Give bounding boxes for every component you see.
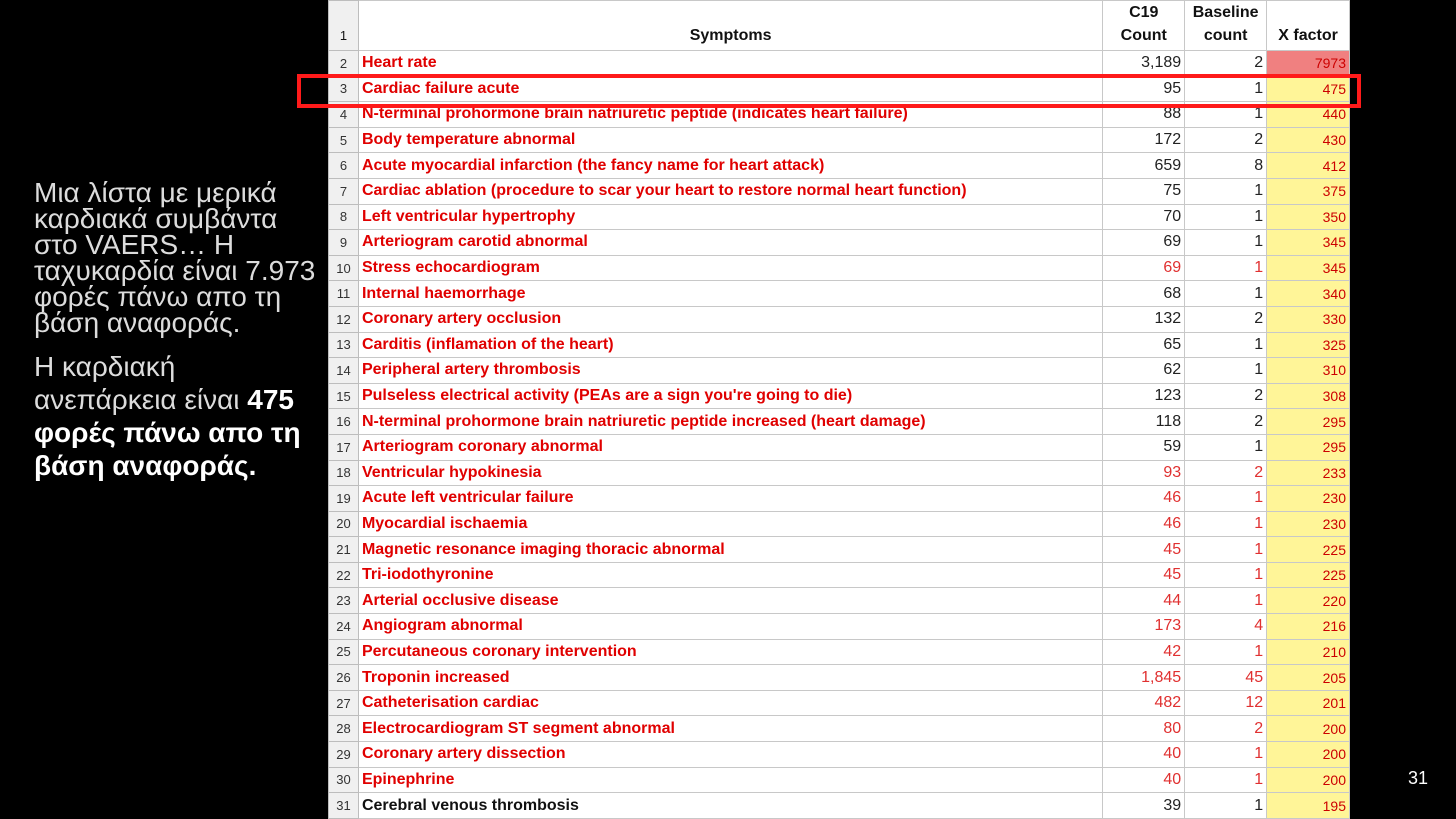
c19-count-cell[interactable]: 75 bbox=[1103, 178, 1185, 204]
row-number[interactable]: 2 bbox=[329, 51, 359, 77]
c19-count-cell[interactable]: 45 bbox=[1103, 537, 1185, 563]
symptom-cell[interactable]: Arteriogram carotid abnormal bbox=[358, 230, 1102, 256]
table-row bbox=[329, 511, 1350, 537]
symptom-cell[interactable]: Catheterisation cardiac bbox=[358, 690, 1102, 716]
c19-count-cell[interactable]: 65 bbox=[1103, 332, 1185, 358]
header-c19-count[interactable]: C19 Count bbox=[1103, 1, 1185, 51]
row-number[interactable]: 9 bbox=[329, 230, 359, 256]
row-number[interactable]: 18 bbox=[329, 460, 359, 486]
x-factor-cell[interactable]: 412 bbox=[1267, 153, 1350, 179]
table-row bbox=[329, 614, 1350, 640]
x-factor-cell[interactable]: 201 bbox=[1267, 690, 1350, 716]
symptom-cell[interactable]: Angiogram abnormal bbox=[358, 614, 1102, 640]
baseline-count-cell[interactable]: 1 bbox=[1185, 767, 1267, 793]
table-row bbox=[329, 639, 1350, 665]
baseline-count-cell[interactable]: 1 bbox=[1185, 102, 1267, 128]
c19-count-cell[interactable]: 3,189 bbox=[1103, 51, 1185, 77]
baseline-count-cell[interactable]: 45 bbox=[1185, 665, 1267, 691]
paragraph-1: Μια λίστα με μερικά καρδιακά συμβάντα στο VAERS… Η ταχυκαρδία είναι 7.973 φορές πάνω απο τη βάση αναφοράς. bbox=[34, 177, 316, 338]
row-number[interactable]: 30 bbox=[329, 767, 359, 793]
symptom-cell[interactable]: Internal haemorrhage bbox=[358, 281, 1102, 307]
baseline-count-cell[interactable]: 2 bbox=[1185, 383, 1267, 409]
c19-count-cell[interactable]: 68 bbox=[1103, 281, 1185, 307]
c19-count-cell[interactable]: 40 bbox=[1103, 767, 1185, 793]
row-number[interactable]: 29 bbox=[329, 742, 359, 768]
symptom-cell[interactable]: Percutaneous coronary intervention bbox=[358, 639, 1102, 665]
c19-count-cell[interactable]: 172 bbox=[1103, 127, 1185, 153]
table-row bbox=[329, 767, 1350, 793]
baseline-count-cell[interactable]: 1 bbox=[1185, 793, 1267, 819]
page-number: 31 bbox=[1408, 768, 1429, 788]
baseline-count-cell[interactable]: 2 bbox=[1185, 51, 1267, 77]
symptom-cell[interactable]: Carditis (inflamation of the heart) bbox=[358, 332, 1102, 358]
row-number[interactable]: 12 bbox=[329, 306, 359, 332]
header-row bbox=[329, 1, 1350, 51]
x-factor-cell[interactable]: 310 bbox=[1267, 358, 1350, 384]
symptom-cell[interactable]: Magnetic resonance imaging thoracic abnormal bbox=[358, 537, 1102, 563]
x-factor-cell[interactable]: 345 bbox=[1267, 230, 1350, 256]
row-number[interactable]: 7 bbox=[329, 178, 359, 204]
row-number[interactable]: 6 bbox=[329, 153, 359, 179]
spreadsheet bbox=[328, 0, 1350, 819]
table-row bbox=[329, 51, 1350, 77]
c19-count-cell[interactable]: 44 bbox=[1103, 588, 1185, 614]
row-number[interactable]: 17 bbox=[329, 434, 359, 460]
row-number[interactable]: 19 bbox=[329, 486, 359, 512]
c19-count-cell[interactable]: 88 bbox=[1103, 102, 1185, 128]
x-factor-cell[interactable]: 340 bbox=[1267, 281, 1350, 307]
symptom-cell[interactable]: Heart rate bbox=[358, 51, 1102, 77]
table-row bbox=[329, 562, 1350, 588]
symptom-cell[interactable]: Peripheral artery thrombosis bbox=[358, 358, 1102, 384]
table-row bbox=[329, 255, 1350, 281]
c19-count-cell[interactable]: 659 bbox=[1103, 153, 1185, 179]
c19-count-cell[interactable]: 173 bbox=[1103, 614, 1185, 640]
row-number[interactable]: 3 bbox=[329, 76, 359, 102]
table-row bbox=[329, 358, 1350, 384]
baseline-count-cell[interactable]: 8 bbox=[1185, 153, 1267, 179]
row-number[interactable]: 4 bbox=[329, 102, 359, 128]
baseline-count-cell[interactable]: 1 bbox=[1185, 281, 1267, 307]
baseline-count-cell[interactable]: 2 bbox=[1185, 127, 1267, 153]
baseline-count-cell[interactable]: 1 bbox=[1185, 639, 1267, 665]
x-factor-cell[interactable]: 350 bbox=[1267, 204, 1350, 230]
table-row bbox=[329, 409, 1350, 435]
x-factor-cell[interactable]: 375 bbox=[1267, 178, 1350, 204]
symptom-cell[interactable]: N-terminal prohormone brain natriuretic peptide increased (heart damage) bbox=[358, 409, 1102, 435]
symptom-cell[interactable]: Stress echocardiogram bbox=[358, 255, 1102, 281]
x-factor-cell[interactable]: 325 bbox=[1267, 332, 1350, 358]
row-number[interactable]: 1 bbox=[329, 1, 359, 51]
row-number[interactable]: 14 bbox=[329, 358, 359, 384]
baseline-count-cell[interactable]: 1 bbox=[1185, 358, 1267, 384]
row-number[interactable]: 25 bbox=[329, 639, 359, 665]
x-factor-cell[interactable]: 195 bbox=[1267, 793, 1350, 819]
x-factor-cell[interactable]: 230 bbox=[1267, 486, 1350, 512]
symptoms-table bbox=[328, 0, 1350, 819]
symptom-cell[interactable]: Arterial occlusive disease bbox=[358, 588, 1102, 614]
row-number[interactable]: 20 bbox=[329, 511, 359, 537]
c19-count-cell[interactable]: 1,845 bbox=[1103, 665, 1185, 691]
row-number[interactable]: 10 bbox=[329, 255, 359, 281]
baseline-count-cell[interactable]: 1 bbox=[1185, 511, 1267, 537]
baseline-count-cell[interactable]: 1 bbox=[1185, 178, 1267, 204]
row-number[interactable]: 24 bbox=[329, 614, 359, 640]
c19-count-cell[interactable]: 69 bbox=[1103, 255, 1185, 281]
row-number[interactable]: 26 bbox=[329, 665, 359, 691]
x-factor-cell[interactable]: 210 bbox=[1267, 639, 1350, 665]
paragraph-2-normal: Η καρδιακή ανεπάρκεια είναι bbox=[34, 351, 240, 415]
table-row bbox=[329, 460, 1350, 486]
baseline-count-cell[interactable]: 1 bbox=[1185, 486, 1267, 512]
baseline-count-cell[interactable]: 2 bbox=[1185, 409, 1267, 435]
x-factor-cell[interactable]: 225 bbox=[1267, 562, 1350, 588]
symptom-cell[interactable]: Coronary artery occlusion bbox=[358, 306, 1102, 332]
c19-count-cell[interactable]: 95 bbox=[1103, 76, 1185, 102]
symptom-cell[interactable]: Coronary artery dissection bbox=[358, 742, 1102, 768]
row-number[interactable]: 8 bbox=[329, 204, 359, 230]
symptom-cell[interactable]: N-terminal prohormone brain natriuretic peptide (indicates heart failure) bbox=[358, 102, 1102, 128]
symptom-cell[interactable]: Cerebral venous thrombosis bbox=[358, 793, 1102, 819]
slide-text bbox=[34, 177, 324, 482]
x-factor-cell[interactable]: 475 bbox=[1267, 76, 1350, 102]
table-row bbox=[329, 281, 1350, 307]
baseline-count-cell[interactable]: 1 bbox=[1185, 255, 1267, 281]
symptom-cell[interactable]: Cardiac failure acute bbox=[358, 76, 1102, 102]
c19-count-cell[interactable]: 39 bbox=[1103, 793, 1185, 819]
x-factor-cell[interactable]: 7973 bbox=[1267, 51, 1350, 77]
table-row bbox=[329, 716, 1350, 742]
table-row bbox=[329, 742, 1350, 768]
c19-count-cell[interactable]: 482 bbox=[1103, 690, 1185, 716]
baseline-count-cell[interactable]: 1 bbox=[1185, 76, 1267, 102]
c19-count-cell[interactable]: 132 bbox=[1103, 306, 1185, 332]
table-row bbox=[329, 332, 1350, 358]
symptom-cell[interactable]: Body temperature abnormal bbox=[358, 127, 1102, 153]
x-factor-cell[interactable]: 220 bbox=[1267, 588, 1350, 614]
symptom-cell[interactable]: Myocardial ischaemia bbox=[358, 511, 1102, 537]
x-factor-cell[interactable]: 295 bbox=[1267, 434, 1350, 460]
c19-count-cell[interactable]: 42 bbox=[1103, 639, 1185, 665]
paragraph-2-bold: 475 φορές πάνω απο τη βάση αναφοράς. bbox=[34, 384, 301, 481]
table-row bbox=[329, 383, 1350, 409]
symptom-cell[interactable]: Epinephrine bbox=[358, 767, 1102, 793]
c19-count-cell[interactable]: 93 bbox=[1103, 460, 1185, 486]
baseline-count-cell[interactable]: 4 bbox=[1185, 614, 1267, 640]
c19-count-cell[interactable]: 59 bbox=[1103, 434, 1185, 460]
header-baseline-count[interactable]: Baseline count bbox=[1185, 1, 1267, 51]
c19-count-cell[interactable]: 80 bbox=[1103, 716, 1185, 742]
x-factor-cell[interactable]: 440 bbox=[1267, 102, 1350, 128]
header-symptoms[interactable]: Symptoms bbox=[358, 1, 1102, 51]
baseline-count-cell[interactable]: 1 bbox=[1185, 537, 1267, 563]
row-number[interactable]: 22 bbox=[329, 562, 359, 588]
x-factor-cell[interactable]: 230 bbox=[1267, 511, 1350, 537]
header-x-factor[interactable]: X factor bbox=[1267, 1, 1350, 51]
x-factor-cell[interactable]: 330 bbox=[1267, 306, 1350, 332]
baseline-count-cell[interactable]: 12 bbox=[1185, 690, 1267, 716]
x-factor-cell[interactable]: 430 bbox=[1267, 127, 1350, 153]
row-number[interactable]: 16 bbox=[329, 409, 359, 435]
table-row bbox=[329, 588, 1350, 614]
row-number[interactable]: 13 bbox=[329, 332, 359, 358]
row-number[interactable]: 21 bbox=[329, 537, 359, 563]
symptom-cell[interactable]: Tri-iodothyronine bbox=[358, 562, 1102, 588]
c19-count-cell[interactable]: 45 bbox=[1103, 562, 1185, 588]
row-number[interactable]: 11 bbox=[329, 281, 359, 307]
table-row bbox=[329, 486, 1350, 512]
x-factor-cell[interactable]: 225 bbox=[1267, 537, 1350, 563]
baseline-count-cell[interactable]: 1 bbox=[1185, 204, 1267, 230]
table-row bbox=[329, 204, 1350, 230]
x-factor-cell[interactable]: 200 bbox=[1267, 742, 1350, 768]
x-factor-cell[interactable]: 216 bbox=[1267, 614, 1350, 640]
baseline-count-cell[interactable]: 1 bbox=[1185, 742, 1267, 768]
c19-count-cell[interactable]: 40 bbox=[1103, 742, 1185, 768]
row-number[interactable]: 5 bbox=[329, 127, 359, 153]
highlight-box bbox=[297, 74, 1361, 108]
symptom-cell[interactable]: Electrocardiogram ST segment abnormal bbox=[358, 716, 1102, 742]
symptom-cell[interactable]: Cardiac ablation (procedure to scar your heart to restore normal heart function) bbox=[358, 178, 1102, 204]
x-factor-cell[interactable]: 308 bbox=[1267, 383, 1350, 409]
table-row bbox=[329, 793, 1350, 819]
baseline-count-cell[interactable]: 1 bbox=[1185, 434, 1267, 460]
symptom-cell[interactable]: Arteriogram coronary abnormal bbox=[358, 434, 1102, 460]
baseline-count-cell[interactable]: 1 bbox=[1185, 332, 1267, 358]
c19-count-cell[interactable]: 118 bbox=[1103, 409, 1185, 435]
x-factor-cell[interactable]: 345 bbox=[1267, 255, 1350, 281]
x-factor-cell[interactable]: 200 bbox=[1267, 767, 1350, 793]
c19-count-cell[interactable]: 69 bbox=[1103, 230, 1185, 256]
table-row bbox=[329, 434, 1350, 460]
symptom-cell[interactable]: Troponin increased bbox=[358, 665, 1102, 691]
x-factor-cell[interactable]: 295 bbox=[1267, 409, 1350, 435]
baseline-count-cell[interactable]: 1 bbox=[1185, 230, 1267, 256]
table-row bbox=[329, 537, 1350, 563]
table-row bbox=[329, 127, 1350, 153]
baseline-count-cell[interactable]: 2 bbox=[1185, 460, 1267, 486]
c19-count-cell[interactable]: 62 bbox=[1103, 358, 1185, 384]
paragraph-2 bbox=[34, 350, 324, 482]
table-row bbox=[329, 690, 1350, 716]
x-factor-cell[interactable]: 233 bbox=[1267, 460, 1350, 486]
symptom-cell[interactable]: Left ventricular hypertrophy bbox=[358, 204, 1102, 230]
table-row bbox=[329, 665, 1350, 691]
x-factor-cell[interactable]: 205 bbox=[1267, 665, 1350, 691]
c19-count-cell[interactable]: 46 bbox=[1103, 511, 1185, 537]
symptom-cell[interactable]: Acute myocardial infarction (the fancy name for heart attack) bbox=[358, 153, 1102, 179]
x-factor-cell[interactable]: 200 bbox=[1267, 716, 1350, 742]
table-row bbox=[329, 306, 1350, 332]
table-row bbox=[329, 230, 1350, 256]
baseline-count-cell[interactable]: 1 bbox=[1185, 588, 1267, 614]
c19-count-cell[interactable]: 70 bbox=[1103, 204, 1185, 230]
row-number[interactable]: 27 bbox=[329, 690, 359, 716]
baseline-count-cell[interactable]: 2 bbox=[1185, 306, 1267, 332]
c19-count-cell[interactable]: 46 bbox=[1103, 486, 1185, 512]
baseline-count-cell[interactable]: 2 bbox=[1185, 716, 1267, 742]
baseline-count-cell[interactable]: 1 bbox=[1185, 562, 1267, 588]
row-number[interactable]: 15 bbox=[329, 383, 359, 409]
c19-count-cell[interactable]: 123 bbox=[1103, 383, 1185, 409]
symptom-cell[interactable]: Ventricular hypokinesia bbox=[358, 460, 1102, 486]
table-row bbox=[329, 153, 1350, 179]
table-row bbox=[329, 178, 1350, 204]
row-number[interactable]: 28 bbox=[329, 716, 359, 742]
symptom-cell[interactable]: Pulseless electrical activity (PEAs are a sign you're going to die) bbox=[358, 383, 1102, 409]
row-number[interactable]: 31 bbox=[329, 793, 359, 819]
row-number[interactable]: 23 bbox=[329, 588, 359, 614]
symptom-cell[interactable]: Acute left ventricular failure bbox=[358, 486, 1102, 512]
